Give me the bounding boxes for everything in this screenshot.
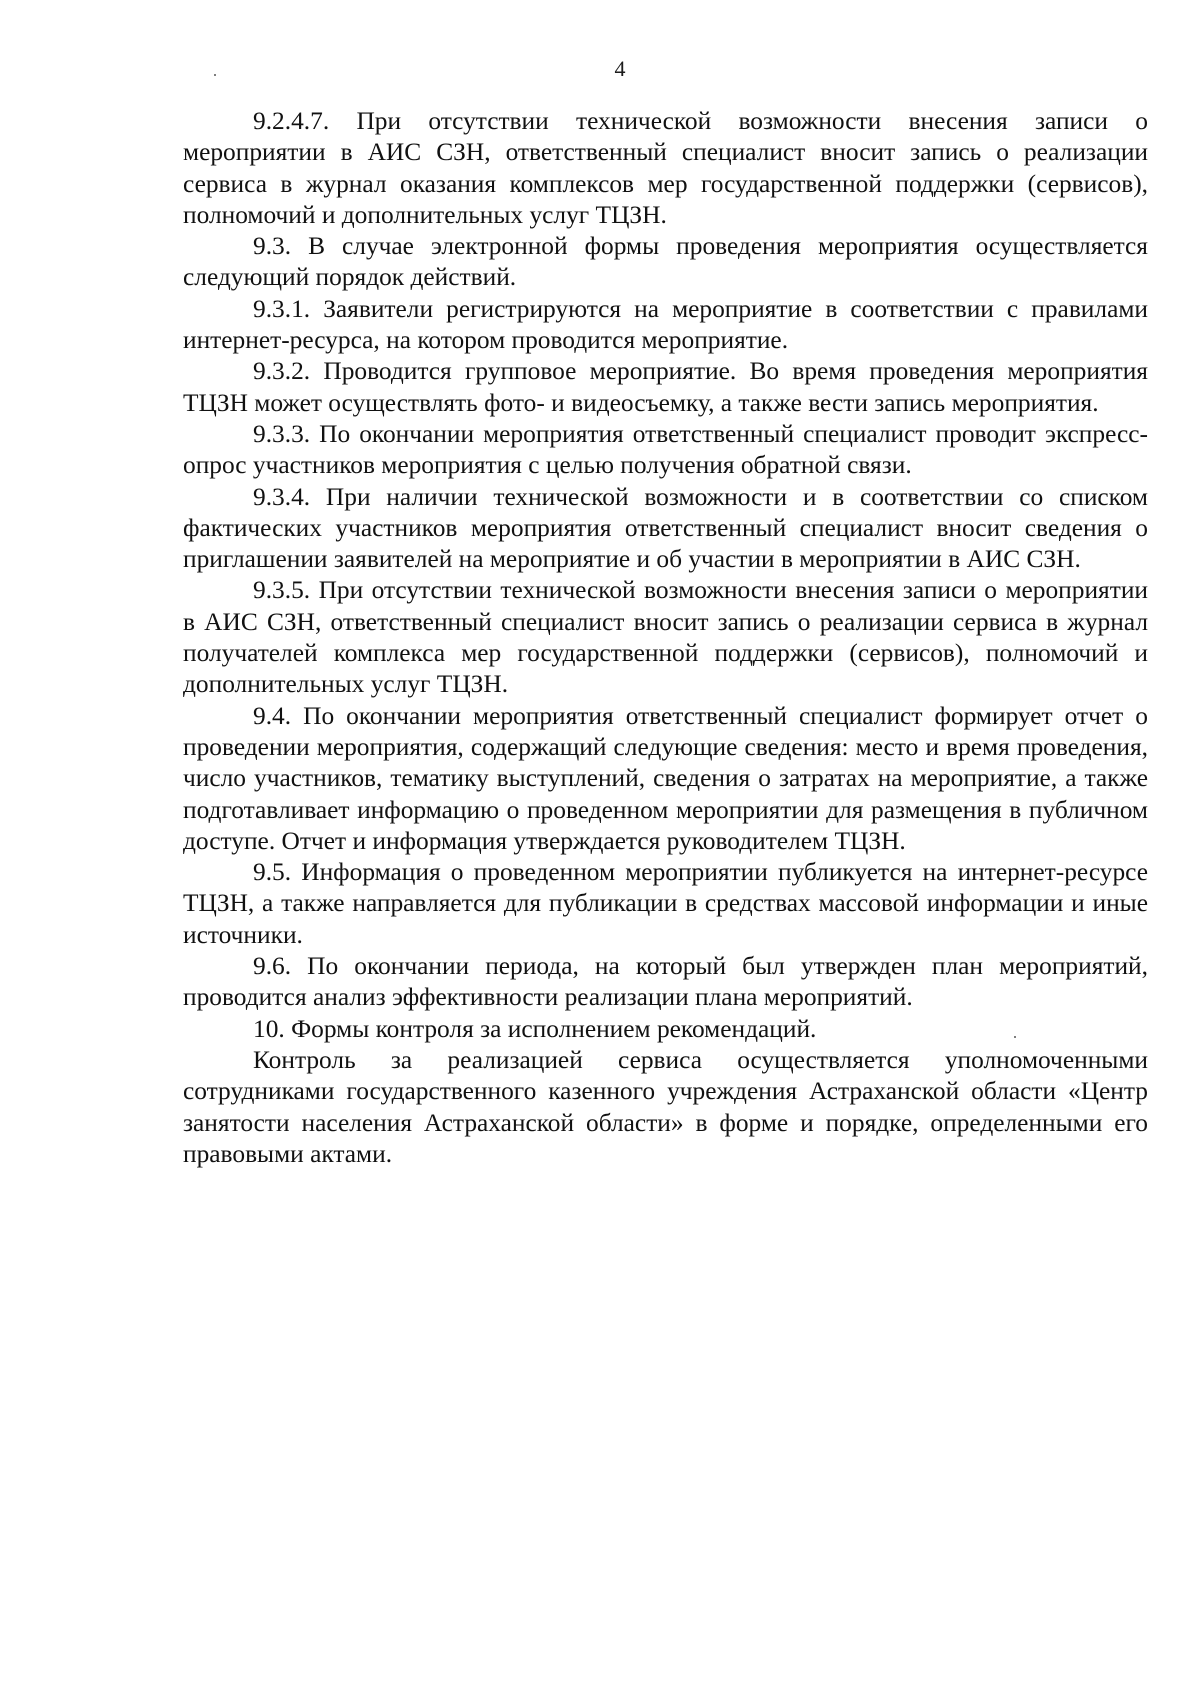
paragraph-control: Контроль за реализацией сервиса осуществляется уполномоченными сотрудниками государственного казенного учреждения Астраханской области «Центр занятости населения Астраханской области» в форме и порядке, определенными его правовыми актами. — [183, 1045, 1148, 1168]
paragraph-9-3-2: 9.3.2. Проводится групповое мероприятие. Во время проведения мероприятия ТЦЗН может осуществлять фото- и видеосъемку, а также вести запись мероприятия. — [183, 357, 1148, 417]
paragraph-9-3: 9.3. В случае электронной формы проведения мероприятия осуществляется следующий порядок действий. — [183, 232, 1148, 292]
section-heading-10: 10. Формы контроля за исполнением рекомендаций. — [253, 1014, 817, 1043]
paragraph-9-3-4: 9.3.4. При наличии технической возможности и в соответствии со списком фактических участников мероприятия ответственный специалист вносит сведения о приглашении заявителей на мероприятие и об участии в мероприятии в АИС СЗН. — [183, 482, 1148, 574]
paragraph-9-5: 9.5. Информация о проведенном мероприятии публикуется на интернет-ресурсе ТЦЗН, а также направляется для публикации в средствах массовой информации и иные источники. — [183, 858, 1148, 949]
paragraph-9-2-4-7: 9.2.4.7. При отсутствии технической возможности внесения записи о мероприятии в АИС СЗН, ответственный специалист вносит запись о реализации сервиса в журнал оказания комплексов мер государственной поддержки (сервисов), полномочий и дополнительных услуг ТЦЗН. — [183, 107, 1148, 229]
paragraph-9-6: 9.6. По окончании периода, на который был утвержден план мероприятий, проводится анализ эффективности реализации плана мероприятий. — [183, 952, 1148, 1012]
page-number: 4 — [614, 56, 626, 81]
document-body — [183, 106, 1148, 1170]
paragraph-9-3-5: 9.3.5. При отсутствии технической возможности внесения записи о мероприятии в АИС СЗН, ответственный специалист вносит запись о реализации сервиса в журнал получателей комплекса мер государственной поддержки (сервисов), полномочий и дополнительных услуг ТЦЗН. — [183, 576, 1148, 699]
paragraph-9-3-1: 9.3.1. Заявители регистрируются на мероприятие в соответствии с правилами интернет-ресурса, на котором проводится мероприятие. — [183, 294, 1148, 355]
paragraph-9-4: 9.4. По окончании мероприятия ответственный специалист формирует отчет о проведении мероприятия, содержащий следующие сведения: место и время проведения, число участников, тематику выступлений, сведения о затратах на мероприятие, а также подготавливает информацию о проведенном мероприятии для размещения в публичном доступе. Отчет и информация утверждается руководителем ТЦЗН. — [183, 701, 1148, 855]
paragraph-9-3-3: 9.3.3. По окончании мероприятия ответственный специалист проводит экспресс-опрос участников мероприятия с целью получения обратной связи. — [183, 419, 1148, 480]
scan-speck — [214, 74, 216, 76]
